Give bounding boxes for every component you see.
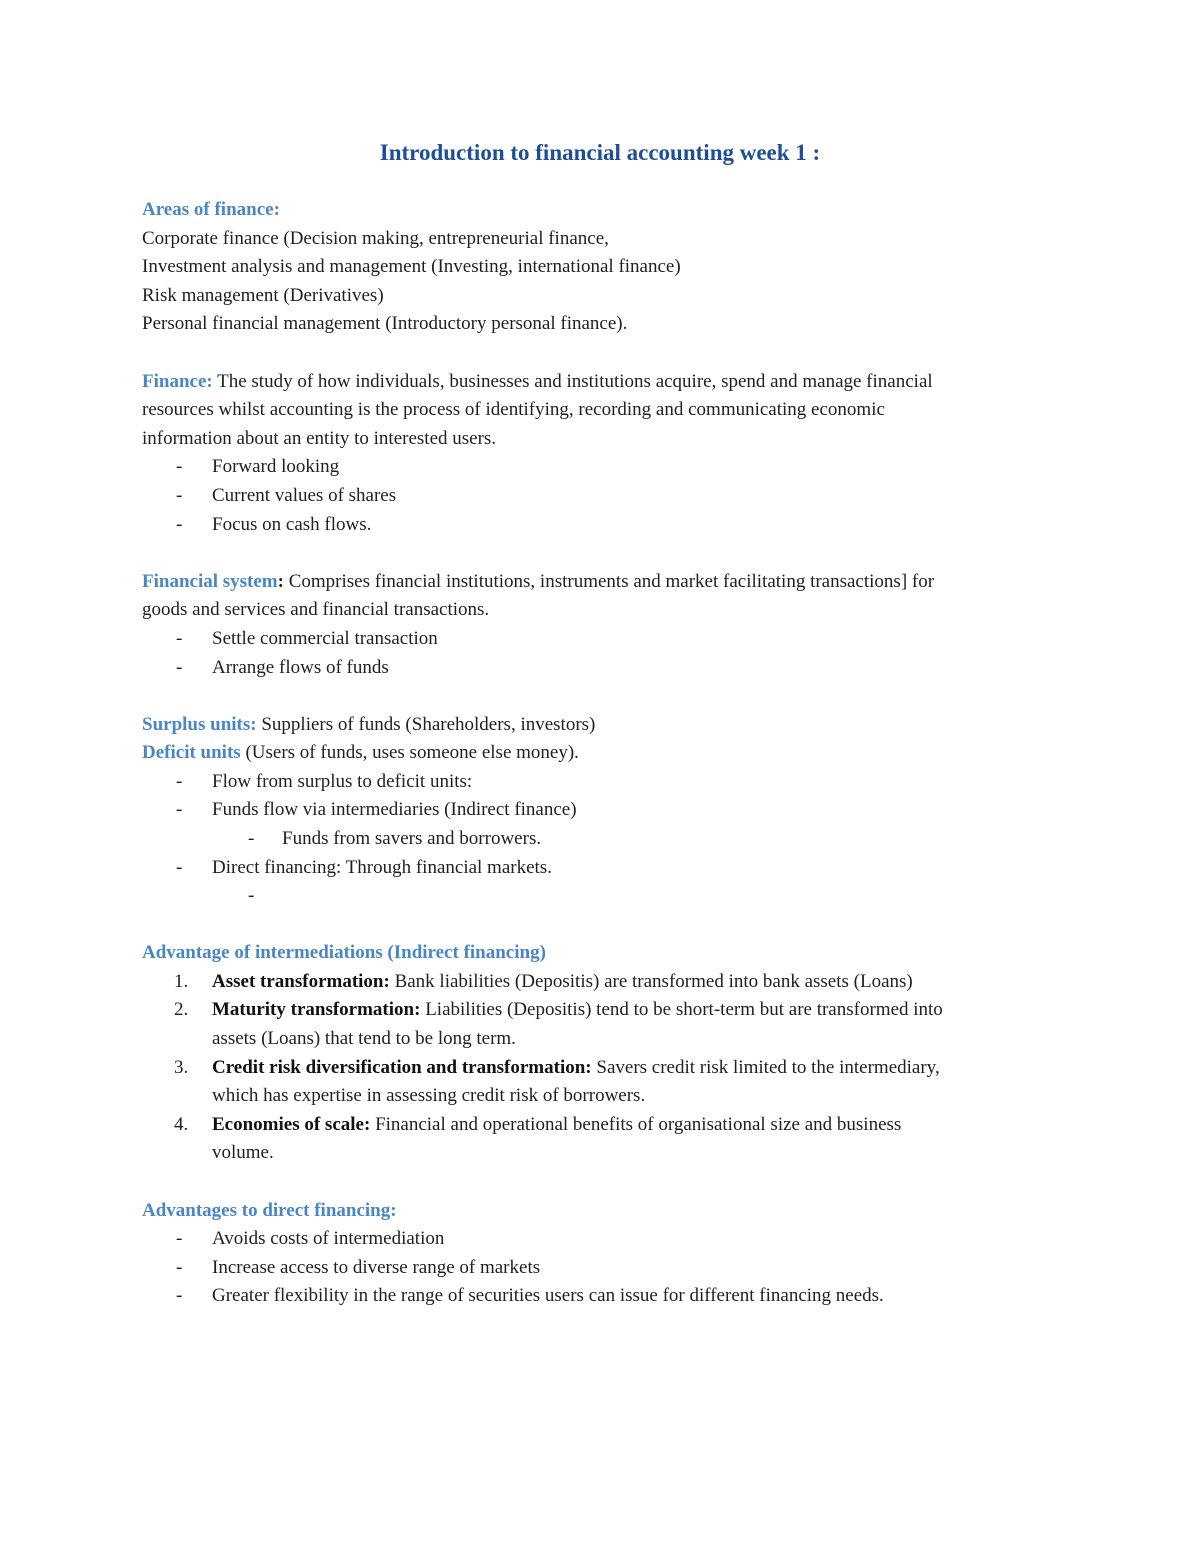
item-term: Maturity transformation: <box>212 999 421 1021</box>
item-text: Financial and operational benefits of organisational size and business <box>370 1113 902 1135</box>
list-item: - Arrange flows of funds <box>142 654 1040 683</box>
item-text: Savers credit risk limited to the intermediary, <box>591 1056 940 1078</box>
direct-section <box>142 1197 1040 1311</box>
numbered-item <box>142 968 1040 997</box>
financial-system-paragraph <box>142 568 1040 597</box>
spacer <box>142 339 1040 368</box>
areas-heading: Areas of finance: <box>142 199 280 220</box>
list-item: - Flow from surplus to deficit units: <box>142 768 1040 797</box>
list-item: - Current values of shares <box>142 482 1040 511</box>
spacer <box>142 1168 1040 1197</box>
finance-section <box>142 368 1040 540</box>
item-number: 3. <box>174 1056 189 1078</box>
finance-text: information about an entity to interested users. <box>142 427 497 449</box>
finance-paragraph <box>142 368 1040 397</box>
areas-line: Risk management (Derivatives) <box>142 284 384 306</box>
spacer <box>142 882 1040 939</box>
intermediation-list <box>142 968 1040 1168</box>
financial-system-text: goods and services and financial transactions. <box>142 599 490 621</box>
units-bullets <box>142 768 1040 882</box>
units-section <box>142 711 1040 883</box>
item-number: 4. <box>174 1113 189 1135</box>
intermediation-section <box>142 939 1040 1168</box>
item-number: 1. <box>174 970 189 992</box>
direct-bullets <box>142 1225 1040 1311</box>
item-term: Credit risk diversification and transformation: <box>212 1056 592 1078</box>
item-term: Economies of scale: <box>212 1113 371 1135</box>
finance-bullets <box>142 453 1040 539</box>
page-title: Introduction to financial accounting week 1 : <box>379 140 821 165</box>
numbered-item <box>142 996 1040 1053</box>
intermediation-heading: Advantage of intermediations (Indirect financing) <box>142 942 546 964</box>
spacer <box>142 682 1040 711</box>
financial-system-section <box>142 568 1040 682</box>
areas-line: Personal financial management (Introductory personal finance). <box>142 313 628 335</box>
finance-text: The study of how individuals, businesses and institutions acquire, spend and manage financial <box>212 370 933 392</box>
item-text: Liabilities (Depositis) tend to be short-term but are transformed into <box>420 999 943 1021</box>
surplus-text: Suppliers of funds (Shareholders, investors) <box>256 713 596 735</box>
list-item-nested: - Funds from savers and borrowers. <box>142 825 1040 854</box>
areas-line: Investment analysis and management (Investing, international finance) <box>142 256 681 278</box>
item-text-cont: volume. <box>212 1142 274 1164</box>
financial-system-bullets <box>142 625 1040 682</box>
areas-section <box>142 196 1040 339</box>
numbered-item <box>142 1111 1040 1168</box>
finance-label: Finance: <box>142 370 213 392</box>
item-text-cont: assets (Loans) that tend to be long term. <box>212 1028 516 1050</box>
item-text: Bank liabilities (Depositis) are transformed into bank assets (Loans) <box>389 970 913 992</box>
deficit-text: (Users of funds, uses someone else money). <box>240 742 579 764</box>
item-term: Asset transformation: <box>212 970 390 992</box>
item-number: 2. <box>174 999 189 1021</box>
list-item: - Settle commercial transaction <box>142 625 1040 654</box>
item-text-cont: which has expertise in assessing credit risk of borrowers. <box>212 1085 646 1107</box>
finance-text: resources whilst accounting is the process of identifying, recording and communicating economic <box>142 399 885 421</box>
financial-system-text: Comprises financial institutions, instruments and market facilitating transactions] for <box>283 570 935 592</box>
list-item: - Avoids costs of intermediation <box>142 1225 1040 1254</box>
deficit-line <box>142 739 1040 768</box>
financial-system-label: Financial system <box>142 570 278 592</box>
list-item: - Direct financing: Through financial markets. <box>142 854 1040 883</box>
deficit-label: Deficit units <box>142 742 241 764</box>
list-item: - Forward looking <box>142 453 1040 482</box>
list-item: - Funds flow via intermediaries (Indirect finance) <box>142 796 1040 825</box>
numbered-item <box>142 1054 1040 1111</box>
list-item: - Focus on cash flows. <box>142 511 1040 540</box>
list-item: - Greater flexibility in the range of securities users can issue for different financing needs. <box>142 1282 1040 1311</box>
spacer <box>142 539 1040 568</box>
surplus-line <box>142 711 1040 740</box>
surplus-label: Surplus units: <box>142 713 257 735</box>
list-item: - Increase access to diverse range of markets <box>142 1254 1040 1283</box>
financial-system-colon: : <box>277 570 284 592</box>
areas-line: Corporate finance (Decision making, entrepreneurial finance, <box>142 227 609 249</box>
direct-heading: Advantages to direct financing: <box>142 1199 397 1221</box>
